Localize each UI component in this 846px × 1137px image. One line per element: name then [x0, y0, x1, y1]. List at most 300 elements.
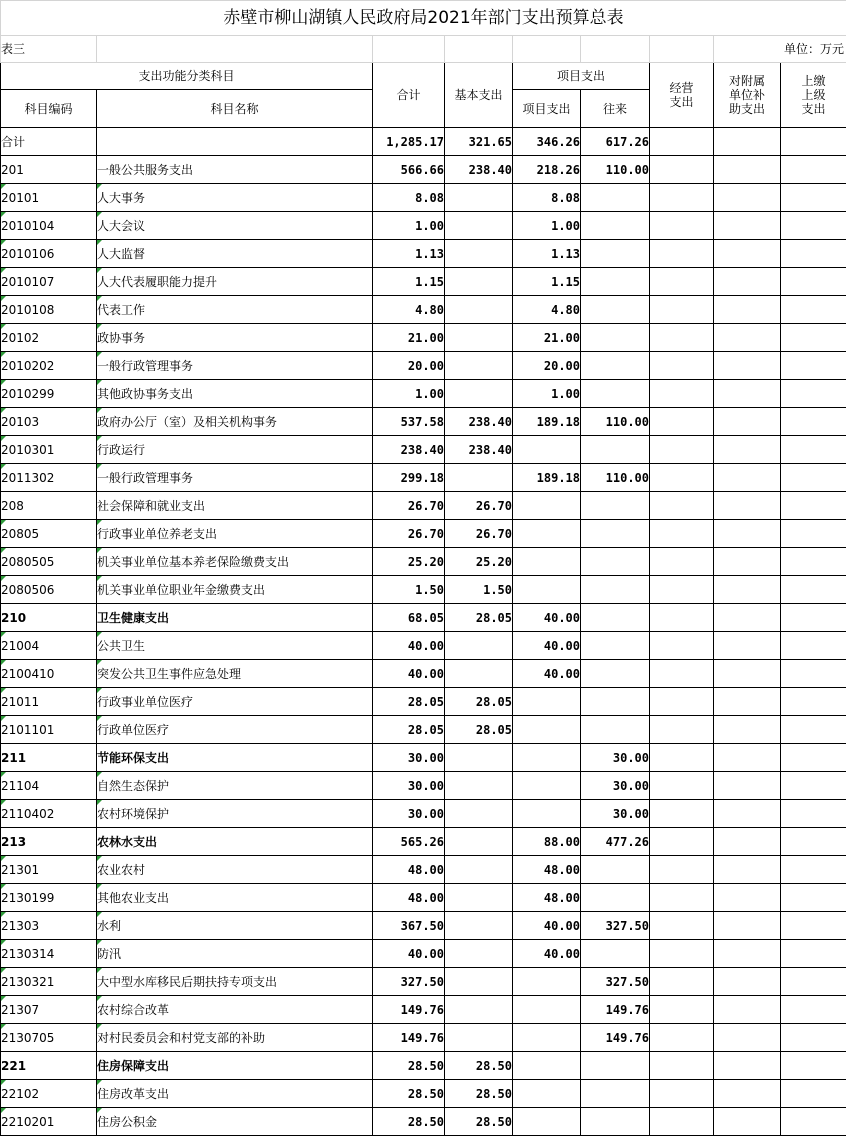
transfer-value — [581, 1052, 650, 1080]
business-value — [650, 996, 714, 1024]
project-value: 21.00 — [513, 324, 581, 352]
basic-value — [445, 212, 513, 240]
subject-code: 2010106 — [1, 240, 97, 268]
basic-value: 238.40 — [445, 156, 513, 184]
upper-value — [781, 268, 846, 296]
total-value: 30.00 — [373, 772, 445, 800]
transfer-value — [581, 716, 650, 744]
project-value — [513, 772, 581, 800]
subject-name: 住房公积金 — [97, 1108, 373, 1136]
basic-value: 1.50 — [445, 576, 513, 604]
basic-value — [445, 912, 513, 940]
table-row — [1, 660, 846, 688]
subsidy-value — [714, 240, 781, 268]
subsidy-value — [714, 632, 781, 660]
total-value: 25.20 — [373, 548, 445, 576]
table-row — [1, 632, 846, 660]
header-row-1 — [1, 63, 846, 90]
subject-name: 其他农业支出 — [97, 884, 373, 912]
total-value: 1.50 — [373, 576, 445, 604]
transfer-value — [581, 184, 650, 212]
subject-code: 2130314 — [1, 940, 97, 968]
subject-name: 防汛 — [97, 940, 373, 968]
header-transfer: 往来 — [581, 90, 650, 128]
subject-code: 201 — [1, 156, 97, 184]
subject-name: 卫生健康支出 — [97, 604, 373, 632]
upper-value — [781, 884, 846, 912]
subject-code: 2011302 — [1, 464, 97, 492]
table-row — [1, 1080, 846, 1108]
business-value — [650, 128, 714, 156]
transfer-value — [581, 688, 650, 716]
business-value — [650, 408, 714, 436]
transfer-value — [581, 268, 650, 296]
business-value — [650, 772, 714, 800]
subsidy-value — [714, 156, 781, 184]
subsidy-value — [714, 912, 781, 940]
basic-value — [445, 324, 513, 352]
project-value: 1.13 — [513, 240, 581, 268]
transfer-value: 617.26 — [581, 128, 650, 156]
basic-value — [445, 380, 513, 408]
subsidy-value — [714, 660, 781, 688]
table-row — [1, 968, 846, 996]
subject-name: 人大会议 — [97, 212, 373, 240]
subject-code: 208 — [1, 492, 97, 520]
business-value — [650, 660, 714, 688]
subject-code: 2010107 — [1, 268, 97, 296]
subject-code: 2010104 — [1, 212, 97, 240]
subject-name: 住房保障支出 — [97, 1052, 373, 1080]
subject-name: 行政事业单位医疗 — [97, 688, 373, 716]
basic-value: 28.50 — [445, 1080, 513, 1108]
subject-code: 21307 — [1, 996, 97, 1024]
business-value — [650, 212, 714, 240]
project-value — [513, 436, 581, 464]
project-value: 218.26 — [513, 156, 581, 184]
subject-name: 机关事业单位基本养老保险缴费支出 — [97, 548, 373, 576]
total-value: 566.66 — [373, 156, 445, 184]
subject-code: 2010202 — [1, 352, 97, 380]
subject-name: 自然生态保护 — [97, 772, 373, 800]
upper-value — [781, 1108, 846, 1136]
total-value: 21.00 — [373, 324, 445, 352]
header-subsidy-text: 对附属单位补助支出 — [728, 74, 765, 116]
transfer-value — [581, 492, 650, 520]
basic-value — [445, 772, 513, 800]
basic-value — [445, 296, 513, 324]
transfer-value: 110.00 — [581, 464, 650, 492]
total-value: 149.76 — [373, 996, 445, 1024]
subsidy-value — [714, 1024, 781, 1052]
table-row — [1, 464, 846, 492]
upper-value — [781, 296, 846, 324]
subject-name: 农业农村 — [97, 856, 373, 884]
business-value — [650, 604, 714, 632]
total-value: 238.40 — [373, 436, 445, 464]
project-value — [513, 1080, 581, 1108]
total-value: 1.00 — [373, 380, 445, 408]
upper-value — [781, 576, 846, 604]
upper-value — [781, 940, 846, 968]
business-value — [650, 492, 714, 520]
subsidy-value — [714, 520, 781, 548]
header-project: 项目支出 — [513, 90, 581, 128]
upper-value — [781, 968, 846, 996]
basic-value — [445, 968, 513, 996]
transfer-value — [581, 1108, 650, 1136]
subject-code: 2080505 — [1, 548, 97, 576]
subject-name: 人大监督 — [97, 240, 373, 268]
project-value: 40.00 — [513, 940, 581, 968]
total-value: 565.26 — [373, 828, 445, 856]
total-value: 537.58 — [373, 408, 445, 436]
project-value: 48.00 — [513, 884, 581, 912]
basic-value: 28.05 — [445, 716, 513, 744]
transfer-value: 30.00 — [581, 800, 650, 828]
subject-code: 2080506 — [1, 576, 97, 604]
subsidy-value — [714, 408, 781, 436]
subject-name: 政协事务 — [97, 324, 373, 352]
basic-value — [445, 352, 513, 380]
transfer-value: 110.00 — [581, 156, 650, 184]
subject-code: 20102 — [1, 324, 97, 352]
subsidy-value — [714, 212, 781, 240]
table-row — [1, 324, 846, 352]
basic-value — [445, 660, 513, 688]
upper-value — [781, 128, 846, 156]
upper-value — [781, 352, 846, 380]
subject-name: 一般行政管理事务 — [97, 464, 373, 492]
subject-name: 行政事业单位养老支出 — [97, 520, 373, 548]
business-value — [650, 1080, 714, 1108]
table-row — [1, 1024, 846, 1052]
subject-code: 2010108 — [1, 296, 97, 324]
table-row — [1, 604, 846, 632]
table-row — [1, 296, 846, 324]
table-row — [1, 240, 846, 268]
project-value — [513, 996, 581, 1024]
upper-value — [781, 856, 846, 884]
project-value — [513, 1052, 581, 1080]
basic-value: 238.40 — [445, 436, 513, 464]
subsidy-value — [714, 492, 781, 520]
project-value: 8.08 — [513, 184, 581, 212]
basic-value: 28.50 — [445, 1108, 513, 1136]
total-value: 26.70 — [373, 520, 445, 548]
subsidy-value — [714, 128, 781, 156]
subject-name: 农林水支出 — [97, 828, 373, 856]
project-value: 189.18 — [513, 408, 581, 436]
business-value — [650, 296, 714, 324]
business-value — [650, 884, 714, 912]
transfer-value: 149.76 — [581, 996, 650, 1024]
business-value — [650, 688, 714, 716]
table-row — [1, 772, 846, 800]
total-value: 26.70 — [373, 492, 445, 520]
project-value — [513, 688, 581, 716]
transfer-value: 149.76 — [581, 1024, 650, 1052]
total-value: 1.00 — [373, 212, 445, 240]
subject-name: 对村民委员会和村党支部的补助 — [97, 1024, 373, 1052]
project-value — [513, 548, 581, 576]
total-value: 30.00 — [373, 744, 445, 772]
header-basic: 基本支出 — [445, 63, 513, 128]
upper-value — [781, 800, 846, 828]
basic-value — [445, 464, 513, 492]
table-row — [1, 576, 846, 604]
project-value: 40.00 — [513, 604, 581, 632]
business-value — [650, 352, 714, 380]
total-value: 20.00 — [373, 352, 445, 380]
subsidy-value — [714, 464, 781, 492]
subsidy-value — [714, 856, 781, 884]
upper-value — [781, 772, 846, 800]
subject-name: 人大代表履职能力提升 — [97, 268, 373, 296]
upper-value — [781, 604, 846, 632]
total-value: 8.08 — [373, 184, 445, 212]
basic-value: 238.40 — [445, 408, 513, 436]
basic-value — [445, 940, 513, 968]
business-value — [650, 716, 714, 744]
subject-code: 20103 — [1, 408, 97, 436]
business-value — [650, 1052, 714, 1080]
transfer-value — [581, 380, 650, 408]
total-value: 28.50 — [373, 1052, 445, 1080]
basic-value — [445, 856, 513, 884]
basic-value — [445, 184, 513, 212]
title-row — [1, 1, 846, 36]
total-value: 40.00 — [373, 660, 445, 688]
business-value — [650, 464, 714, 492]
subject-name: 一般公共服务支出 — [97, 156, 373, 184]
transfer-value — [581, 884, 650, 912]
subject-name: 行政运行 — [97, 436, 373, 464]
table-row — [1, 212, 846, 240]
subsidy-value — [714, 436, 781, 464]
project-value — [513, 576, 581, 604]
transfer-value — [581, 520, 650, 548]
table-row — [1, 408, 846, 436]
subject-name: 公共卫生 — [97, 632, 373, 660]
header-subsidy — [714, 63, 781, 128]
upper-value — [781, 996, 846, 1024]
total-value: 48.00 — [373, 884, 445, 912]
subject-code: 2100410 — [1, 660, 97, 688]
transfer-value: 477.26 — [581, 828, 650, 856]
page-title: 赤壁市柳山湖镇人民政府局2021年部门支出预算总表 — [1, 1, 846, 36]
upper-value — [781, 828, 846, 856]
table-row — [1, 548, 846, 576]
project-value — [513, 968, 581, 996]
table-number: 表三 — [1, 36, 97, 63]
subsidy-value — [714, 268, 781, 296]
project-value: 346.26 — [513, 128, 581, 156]
total-value: 1,285.17 — [373, 128, 445, 156]
transfer-value — [581, 436, 650, 464]
subject-code: 2130705 — [1, 1024, 97, 1052]
upper-value — [781, 744, 846, 772]
subsidy-value — [714, 1108, 781, 1136]
basic-value — [445, 268, 513, 296]
basic-value: 28.05 — [445, 688, 513, 716]
transfer-value: 30.00 — [581, 744, 650, 772]
business-value — [650, 800, 714, 828]
header-project-group: 项目支出 — [513, 63, 650, 90]
subject-code: 21301 — [1, 856, 97, 884]
table-row — [1, 128, 846, 156]
subject-code: 21011 — [1, 688, 97, 716]
total-value: 28.50 — [373, 1080, 445, 1108]
upper-value — [781, 212, 846, 240]
business-value — [650, 380, 714, 408]
upper-value — [781, 688, 846, 716]
subject-code: 21004 — [1, 632, 97, 660]
total-value: 40.00 — [373, 940, 445, 968]
basic-value: 28.05 — [445, 604, 513, 632]
project-value: 40.00 — [513, 660, 581, 688]
table-row — [1, 184, 846, 212]
upper-value — [781, 1052, 846, 1080]
header-business-text: 经营支出 — [669, 81, 694, 109]
basic-value — [445, 996, 513, 1024]
total-value: 367.50 — [373, 912, 445, 940]
project-value — [513, 716, 581, 744]
header-code: 科目编码 — [1, 90, 97, 128]
subject-name: 其他政协事务支出 — [97, 380, 373, 408]
transfer-value — [581, 632, 650, 660]
business-value — [650, 520, 714, 548]
header-upper — [781, 63, 846, 128]
transfer-value: 327.50 — [581, 912, 650, 940]
total-value: 327.50 — [373, 968, 445, 996]
business-value — [650, 856, 714, 884]
project-value — [513, 744, 581, 772]
table-row — [1, 520, 846, 548]
subject-name: 机关事业单位职业年金缴费支出 — [97, 576, 373, 604]
subsidy-value — [714, 716, 781, 744]
project-value: 4.80 — [513, 296, 581, 324]
business-value — [650, 744, 714, 772]
basic-value: 321.65 — [445, 128, 513, 156]
subsidy-value — [714, 576, 781, 604]
subject-code: 2130321 — [1, 968, 97, 996]
transfer-value — [581, 940, 650, 968]
header-total: 合计 — [373, 63, 445, 128]
upper-value — [781, 632, 846, 660]
transfer-value — [581, 352, 650, 380]
header-upper-text: 上缴上级支出 — [801, 74, 826, 116]
transfer-value — [581, 324, 650, 352]
project-value: 189.18 — [513, 464, 581, 492]
total-value: 30.00 — [373, 800, 445, 828]
basic-value — [445, 744, 513, 772]
subject-code: 21303 — [1, 912, 97, 940]
business-value — [650, 436, 714, 464]
subsidy-value — [714, 772, 781, 800]
basic-value: 26.70 — [445, 492, 513, 520]
table-row — [1, 156, 846, 184]
subject-code: 2010301 — [1, 436, 97, 464]
transfer-value — [581, 604, 650, 632]
upper-value — [781, 408, 846, 436]
table-row — [1, 744, 846, 772]
project-value — [513, 492, 581, 520]
project-value: 1.15 — [513, 268, 581, 296]
transfer-value — [581, 548, 650, 576]
transfer-value — [581, 212, 650, 240]
table-row — [1, 688, 846, 716]
basic-value — [445, 884, 513, 912]
transfer-value — [581, 1080, 650, 1108]
subject-name: 水利 — [97, 912, 373, 940]
basic-value — [445, 1024, 513, 1052]
transfer-value — [581, 296, 650, 324]
subsidy-value — [714, 968, 781, 996]
subsidy-value — [714, 380, 781, 408]
subject-name: 大中型水库移民后期扶持专项支出 — [97, 968, 373, 996]
project-value: 1.00 — [513, 212, 581, 240]
total-value: 1.15 — [373, 268, 445, 296]
subject-code: 2110402 — [1, 800, 97, 828]
subject-name: 节能环保支出 — [97, 744, 373, 772]
subject-code: 2210201 — [1, 1108, 97, 1136]
business-value — [650, 968, 714, 996]
table-row — [1, 716, 846, 744]
total-value: 1.13 — [373, 240, 445, 268]
transfer-value: 327.50 — [581, 968, 650, 996]
table-row — [1, 856, 846, 884]
upper-value — [781, 548, 846, 576]
upper-value — [781, 716, 846, 744]
table-row — [1, 884, 846, 912]
upper-value — [781, 492, 846, 520]
total-value: 28.05 — [373, 716, 445, 744]
total-value: 28.05 — [373, 688, 445, 716]
table-row — [1, 1108, 846, 1136]
transfer-value — [581, 660, 650, 688]
subject-code: 2130199 — [1, 884, 97, 912]
transfer-value — [581, 576, 650, 604]
basic-value — [445, 800, 513, 828]
transfer-value — [581, 240, 650, 268]
header-business — [650, 63, 714, 128]
subject-name: 代表工作 — [97, 296, 373, 324]
basic-value: 25.20 — [445, 548, 513, 576]
project-value — [513, 800, 581, 828]
transfer-value: 110.00 — [581, 408, 650, 436]
meta-row — [1, 36, 846, 63]
subject-name: 住房改革支出 — [97, 1080, 373, 1108]
subsidy-value — [714, 324, 781, 352]
header-func-category: 支出功能分类科目 — [1, 63, 373, 90]
table-row — [1, 380, 846, 408]
total-value: 68.05 — [373, 604, 445, 632]
subject-code: 2010299 — [1, 380, 97, 408]
project-value: 1.00 — [513, 380, 581, 408]
table-row — [1, 940, 846, 968]
total-value: 40.00 — [373, 632, 445, 660]
basic-value — [445, 632, 513, 660]
upper-value — [781, 660, 846, 688]
business-value — [650, 940, 714, 968]
unit-label: 单位：万元 — [714, 36, 846, 63]
business-value — [650, 632, 714, 660]
subsidy-value — [714, 604, 781, 632]
upper-value — [781, 156, 846, 184]
subject-name: 社会保障和就业支出 — [97, 492, 373, 520]
subject-code: 213 — [1, 828, 97, 856]
